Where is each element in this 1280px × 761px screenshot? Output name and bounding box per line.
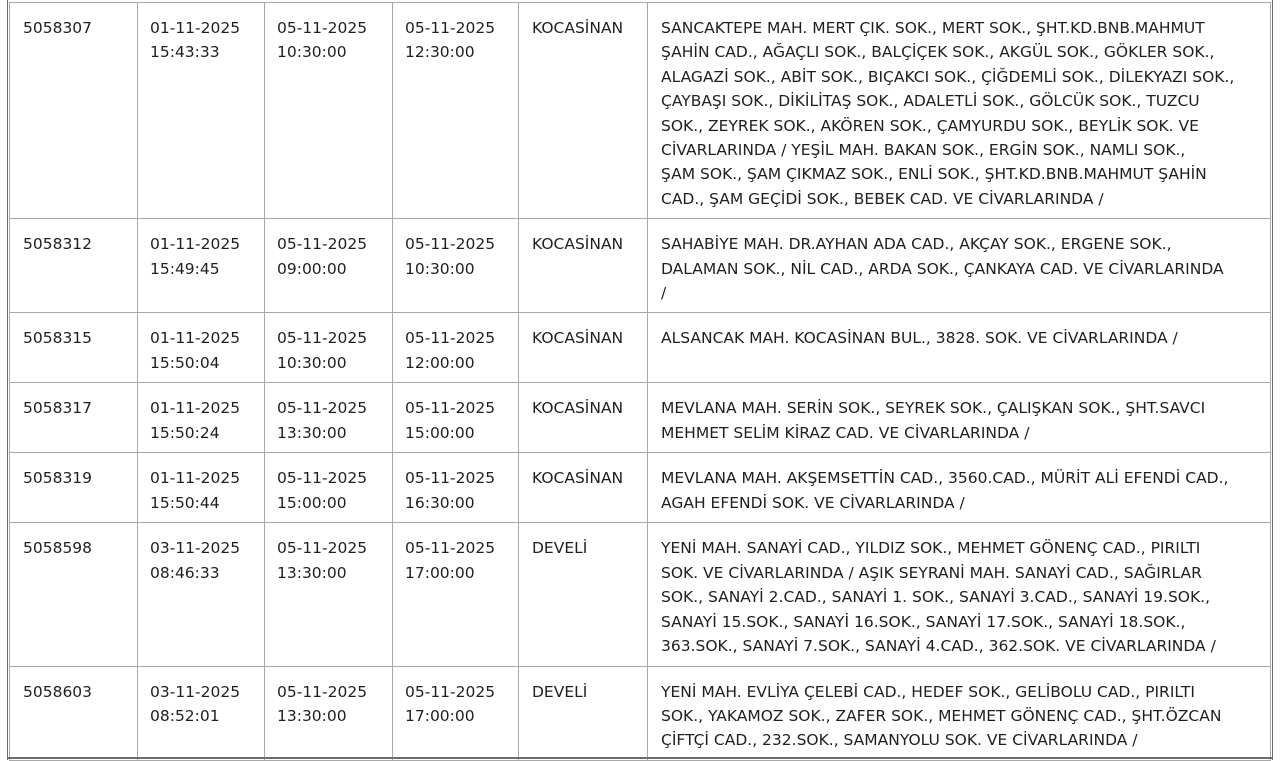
affected-area-cell-text: SAHABİYE MAH. DR.AYHAN ADA CAD., AKÇAY SOK., ERGENE SOK., [661, 235, 1172, 254]
affected-area-cell-text: ŞAM SOK., ŞAM ÇIKMAZ SOK., ENLİ SOK., ŞHT.KD.BNB.MAHMUT ŞAHİN [661, 165, 1207, 184]
outage-id-cell-text: 5058603 [23, 682, 93, 701]
start-time-cell-text: 10:30:00 [277, 353, 347, 372]
affected-area-cell-text: SOK., SANAYİ 2.CAD., SANAYİ 1. SOK., SANAYİ 3.CAD., SANAYİ 19.SOK., [661, 588, 1211, 607]
outage-table-body [10, 3, 1271, 761]
affected-area-cell-text: SOK., YAKAMOZ SOK., ZAFER SOK., MEHMET GÖNENÇ CAD., ŞHT.ÖZCAN [661, 706, 1222, 725]
outage-id-cell-text: 5058319 [23, 469, 93, 488]
start-time-cell-text: 05-11-2025 [277, 682, 368, 701]
end-time-cell-text: 05-11-2025 [405, 539, 496, 558]
outage-id-cell-text: 5058317 [23, 399, 93, 418]
affected-area-cell-text: ŞAHİN CAD., AĞAÇLI SOK., BALÇİÇEK SOK., AKGÜL SOK., GÖKLER SOK., [661, 43, 1215, 62]
affected-area-cell-text: DALAMAN SOK., NİL CAD., ARDA SOK., ÇANKAYA CAD. VE CİVARLARINDA [661, 259, 1224, 278]
start-time-cell-text: 05-11-2025 [277, 329, 368, 348]
affected-area-cell-text: MEVLANA MAH. SERİN SOK., SEYREK SOK., ÇALIŞKAN SOK., ŞHT.SAVCI [661, 399, 1206, 418]
start-time-cell [265, 523, 393, 666]
created-at-cell-text: 15:50:24 [150, 423, 220, 442]
created-at-cell [138, 313, 265, 383]
district-cell-text: DEVELİ [532, 539, 588, 558]
affected-area-cell [648, 666, 1271, 760]
district-cell-text: KOCASİNAN [532, 329, 624, 348]
created-at-cell-text: 15:50:04 [150, 353, 220, 372]
created-at-cell [138, 3, 265, 219]
end-time-cell-text: 05-11-2025 [405, 469, 496, 488]
end-time-cell-text: 10:30:00 [405, 259, 475, 278]
start-time-cell-text: 13:30:00 [277, 706, 347, 725]
district-cell [519, 523, 648, 666]
created-at-cell-text: 08:52:01 [150, 706, 220, 725]
start-time-cell-text: 05-11-2025 [277, 399, 368, 418]
outage-id-cell [10, 219, 138, 313]
outage-id-cell-text: 5058315 [23, 329, 93, 348]
start-time-cell-text: 05-11-2025 [277, 539, 368, 558]
affected-area-cell-text: ÇİFTÇİ CAD., 232.SOK., SAMANYOLU SOK. VE CİVARLARINDA / [661, 731, 1138, 750]
table-left-border [7, 0, 8, 760]
start-time-cell [265, 453, 393, 523]
end-time-cell-text: 15:00:00 [405, 423, 475, 442]
outage-id-cell [10, 3, 138, 219]
affected-area-cell-text: SANAYİ 15.SOK., SANAYİ 16.SOK., SANAYİ 17.SOK., SANAYİ 18.SOK., [661, 612, 1186, 631]
created-at-cell [138, 219, 265, 313]
start-time-cell [265, 219, 393, 313]
affected-area-cell [648, 313, 1271, 383]
end-time-cell-text: 05-11-2025 [405, 682, 496, 701]
district-cell-text: KOCASİNAN [532, 235, 624, 254]
created-at-cell-text: 03-11-2025 [150, 539, 241, 558]
end-time-cell-text: 17:00:00 [405, 563, 475, 582]
created-at-cell-text: 15:49:45 [150, 259, 220, 278]
affected-area-cell [648, 219, 1271, 313]
created-at-cell [138, 523, 265, 666]
start-time-cell-text: 15:00:00 [277, 493, 347, 512]
outage-id-cell [10, 383, 138, 453]
table-row [10, 453, 1271, 523]
affected-area-cell-text: 363.SOK., SANAYİ 7.SOK., SANAYİ 4.CAD., 362.SOK. VE CİVARLARINDA / [661, 637, 1216, 656]
affected-area-cell [648, 3, 1271, 219]
district-cell-text: KOCASİNAN [532, 399, 624, 418]
start-time-cell-text: 05-11-2025 [277, 19, 368, 37]
end-time-cell-text: 05-11-2025 [405, 399, 496, 418]
district-cell [519, 666, 648, 760]
table-bottom-border [7, 757, 1273, 759]
affected-area-cell-text: CİVARLARINDA / YEŞİL MAH. BAKAN SOK., ERGİN SOK., NAMLI SOK., [661, 141, 1186, 160]
district-cell-text: DEVELİ [532, 682, 588, 701]
start-time-cell-text: 05-11-2025 [277, 469, 368, 488]
district-cell [519, 453, 648, 523]
start-time-cell-text: 09:00:00 [277, 259, 347, 278]
affected-area-cell-text: SANCAKTEPE MAH. MERT ÇIK. SOK., MERT SOK., ŞHT.KD.BNB.MAHMUT [661, 19, 1205, 37]
district-cell [519, 383, 648, 453]
affected-area-cell-text: SOK. VE CİVARLARINDA / AŞIK SEYRANİ MAH. SANAYİ CAD., SAĞIRLAR [661, 563, 1202, 582]
start-time-cell [265, 383, 393, 453]
end-time-cell [393, 666, 519, 760]
end-time-cell [393, 219, 519, 313]
outage-id-cell [10, 453, 138, 523]
start-time-cell-text: 13:30:00 [277, 563, 347, 582]
end-time-cell [393, 453, 519, 523]
end-time-cell [393, 3, 519, 219]
table-row [10, 523, 1271, 666]
outage-id-cell-text: 5058312 [23, 235, 93, 254]
created-at-cell-text: 01-11-2025 [150, 399, 241, 418]
affected-area-cell-text: ALAGAZİ SOK., ABİT SOK., BIÇAKCI SOK., ÇİĞDEMLİ SOK., DİLEKYAZI SOK., [661, 67, 1235, 86]
created-at-cell [138, 666, 265, 760]
end-time-cell [393, 313, 519, 383]
start-time-cell [265, 313, 393, 383]
created-at-cell-text: 15:43:33 [150, 43, 220, 62]
created-at-cell-text: 01-11-2025 [150, 235, 241, 254]
affected-area-cell [648, 383, 1271, 453]
affected-area-cell-text: AGAH EFENDİ SOK. VE CİVARLARINDA / [661, 493, 965, 512]
district-cell [519, 313, 648, 383]
created-at-cell-text: 03-11-2025 [150, 682, 241, 701]
created-at-cell [138, 383, 265, 453]
outage-id-cell [10, 313, 138, 383]
district-cell [519, 219, 648, 313]
affected-area-cell-text: / [661, 284, 667, 303]
start-time-cell [265, 3, 393, 219]
power-outage-table [9, 2, 1271, 761]
end-time-cell-text: 05-11-2025 [405, 19, 496, 37]
created-at-cell-text: 15:50:44 [150, 493, 220, 512]
affected-area-cell-text: ÇAYBAŞI SOK., DİKİLİTAŞ SOK., ADALETLİ SOK., GÖLCÜK SOK., TUZCU [661, 92, 1200, 111]
affected-area-cell-text: CAD., ŞAM GEÇİDİ SOK., BEBEK CAD. VE CİVARLARINDA / [661, 189, 1104, 208]
table-row [10, 3, 1271, 219]
table-row [10, 219, 1271, 313]
end-time-cell-text: 17:00:00 [405, 706, 475, 725]
created-at-cell-text: 08:46:33 [150, 563, 220, 582]
start-time-cell-text: 05-11-2025 [277, 235, 368, 254]
district-cell-text: KOCASİNAN [532, 19, 624, 37]
outage-id-cell-text: 5058307 [23, 19, 93, 37]
outage-id-cell [10, 523, 138, 666]
end-time-cell-text: 05-11-2025 [405, 329, 496, 348]
end-time-cell-text: 12:00:00 [405, 353, 475, 372]
start-time-cell [265, 666, 393, 760]
created-at-cell-text: 01-11-2025 [150, 469, 241, 488]
table-row [10, 666, 1271, 760]
affected-area-cell-text: YENİ MAH. EVLİYA ÇELEBİ CAD., HEDEF SOK., GELİBOLU CAD., PIRILTI [661, 682, 1195, 701]
created-at-cell-text: 01-11-2025 [150, 19, 241, 37]
end-time-cell-text: 05-11-2025 [405, 235, 496, 254]
end-time-cell-text: 12:30:00 [405, 43, 475, 62]
end-time-cell [393, 383, 519, 453]
outage-id-cell-text: 5058598 [23, 539, 93, 558]
end-time-cell-text: 16:30:00 [405, 493, 475, 512]
affected-area-cell-text: ALSANCAK MAH. KOCASİNAN BUL., 3828. SOK. VE CİVARLARINDA / [661, 329, 1178, 348]
created-at-cell-text: 01-11-2025 [150, 329, 241, 348]
affected-area-cell-text: SOK., ZEYREK SOK., AKÖREN SOK., ÇAMYURDU SOK., BEYLİK SOK. VE [661, 116, 1199, 135]
affected-area-cell [648, 453, 1271, 523]
affected-area-cell-text: YENİ MAH. SANAYİ CAD., YILDIZ SOK., MEHMET GÖNENÇ CAD., PIRILTI [661, 539, 1201, 558]
district-cell [519, 3, 648, 219]
district-cell-text: KOCASİNAN [532, 469, 624, 488]
end-time-cell [393, 523, 519, 666]
affected-area-cell [648, 523, 1271, 666]
table-right-border [1272, 0, 1273, 760]
start-time-cell-text: 10:30:00 [277, 43, 347, 62]
outage-id-cell [10, 666, 138, 760]
table-row [10, 383, 1271, 453]
affected-area-cell-text: MEHMET SELİM KİRAZ CAD. VE CİVARLARINDA / [661, 423, 1030, 442]
created-at-cell [138, 453, 265, 523]
affected-area-cell-text: MEVLANA MAH. AKŞEMSETTİN CAD., 3560.CAD., MÜRİT ALİ EFENDİ CAD., [661, 469, 1229, 488]
table-row [10, 313, 1271, 383]
start-time-cell-text: 13:30:00 [277, 423, 347, 442]
